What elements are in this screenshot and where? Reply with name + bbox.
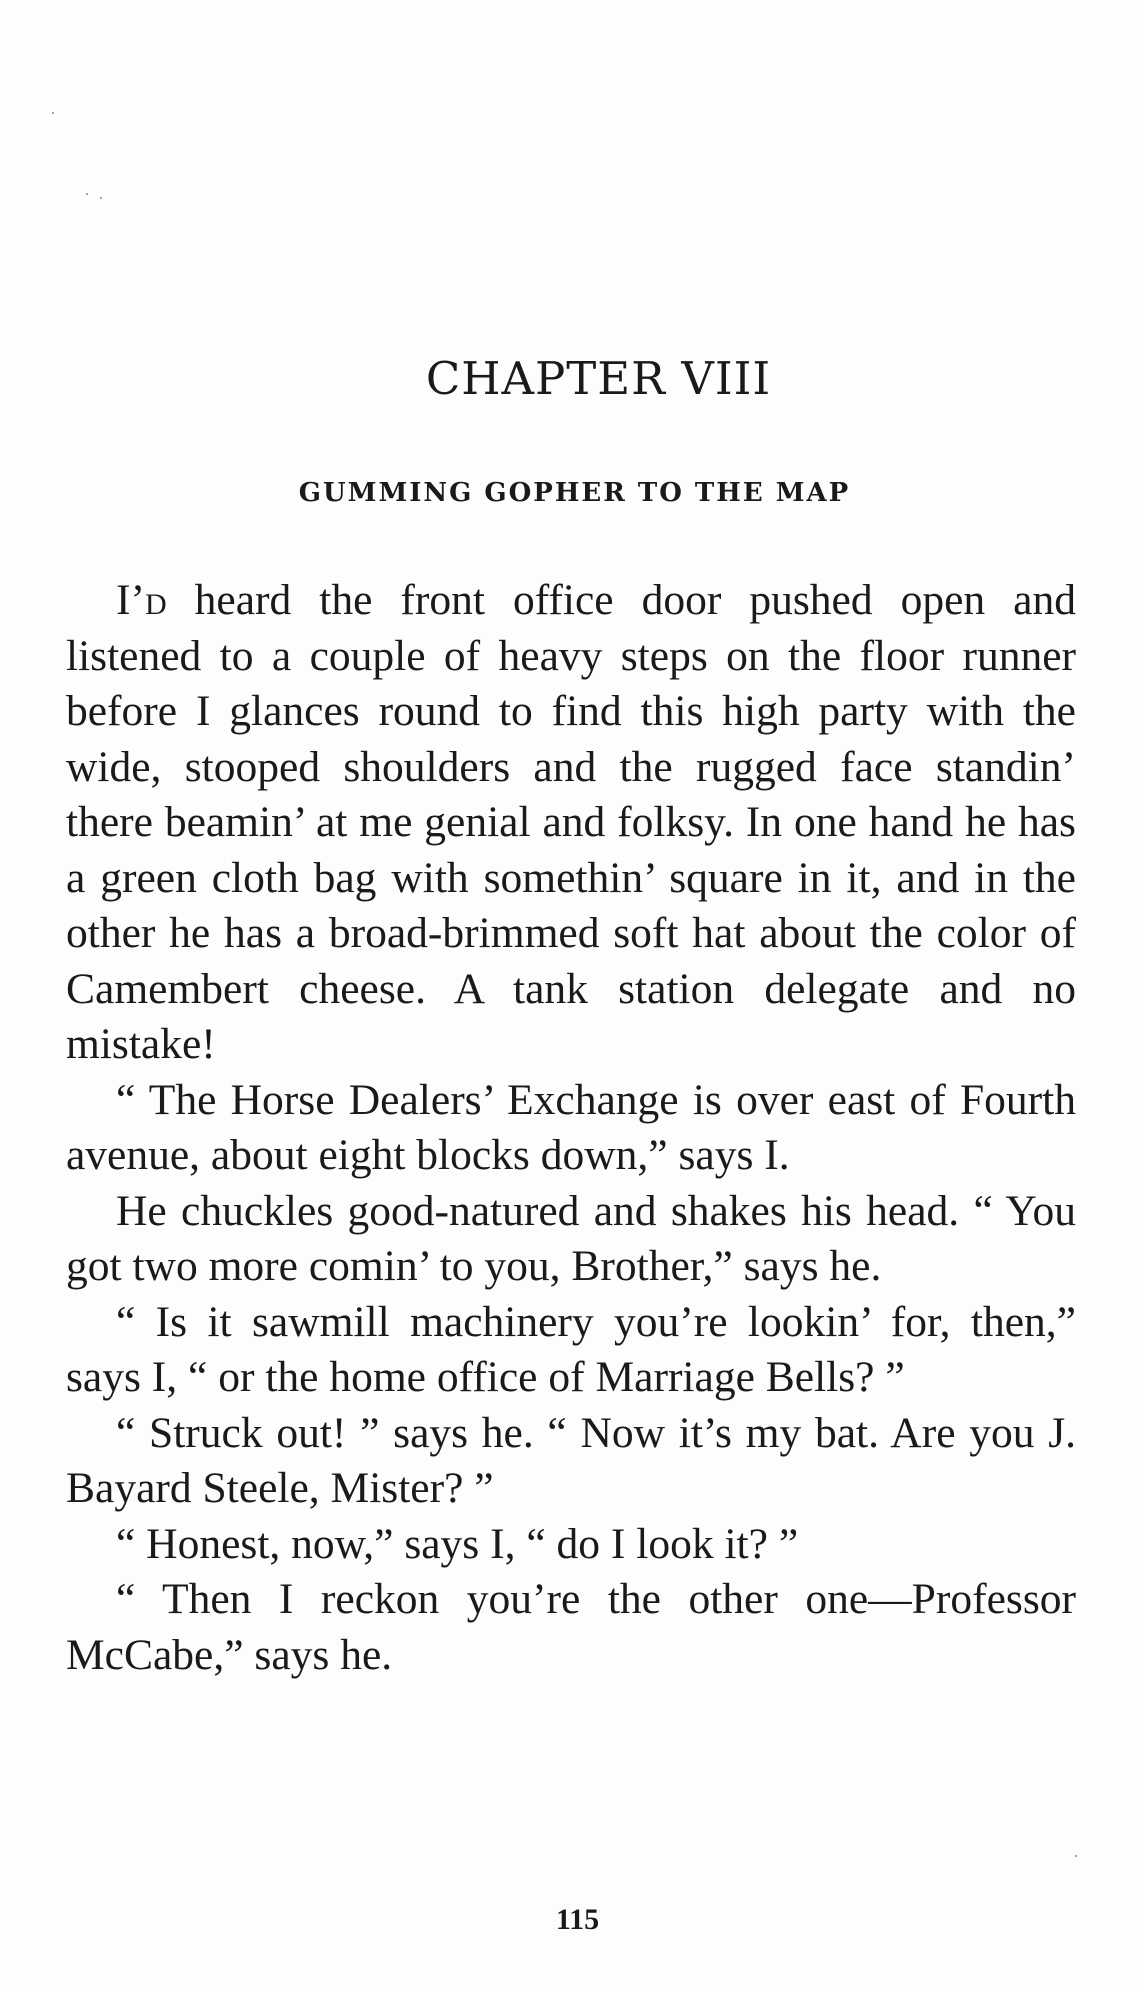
paragraph — [66, 573, 1076, 1073]
paragraph: “ Struck out! ” says he. “ Now it’s my bat. Are you J. Bayard Steele, Mister? ” — [66, 1408, 1076, 1512]
print-speck — [1075, 1855, 1077, 1857]
paragraph-text: heard the front office door pushed open and listened to a couple of heavy steps on the floor runner before I glances round to find this high party with the wide, stooped shoulders and the rugged face standin’ there beamin’ at me genial and folksy. In one hand he has a green cloth bag with somethin’ square in it, and in the other he has a broad-brimmed soft hat about the color of Camembert cheese. A tank station delegate and no mistake! — [66, 576, 1076, 1068]
paragraph: “ Then I reckon you’re the other one—Professor McCabe,” says he. — [66, 1575, 1076, 1679]
paragraph-opening-word: I’d — [116, 576, 167, 624]
chapter-subtitle: GUMMING GOPHER TO THE MAP — [298, 478, 851, 508]
print-speck — [100, 197, 102, 199]
page-number: 115 — [555, 1903, 600, 1936]
print-speck — [52, 112, 54, 114]
paragraph: “ Honest, now,” says I, “ do I look it? ” — [116, 1519, 799, 1568]
print-speck — [86, 193, 88, 195]
paragraph: He chuckles good-natured and shakes his head. “ You got two more comin’ to you, Brother,” says he. — [66, 1186, 1076, 1290]
chapter-body — [66, 573, 1076, 1683]
chapter-title: CHAPTER VIII — [425, 352, 772, 405]
paragraph: “ Is it sawmill machinery you’re lookin’ for, then,” says I, “ or the home office of Marriage Bells? ” — [66, 1297, 1076, 1401]
paragraph: “ The Horse Dealers’ Exchange is over east of Fourth avenue, about eight blocks down,” says I. — [66, 1075, 1076, 1179]
